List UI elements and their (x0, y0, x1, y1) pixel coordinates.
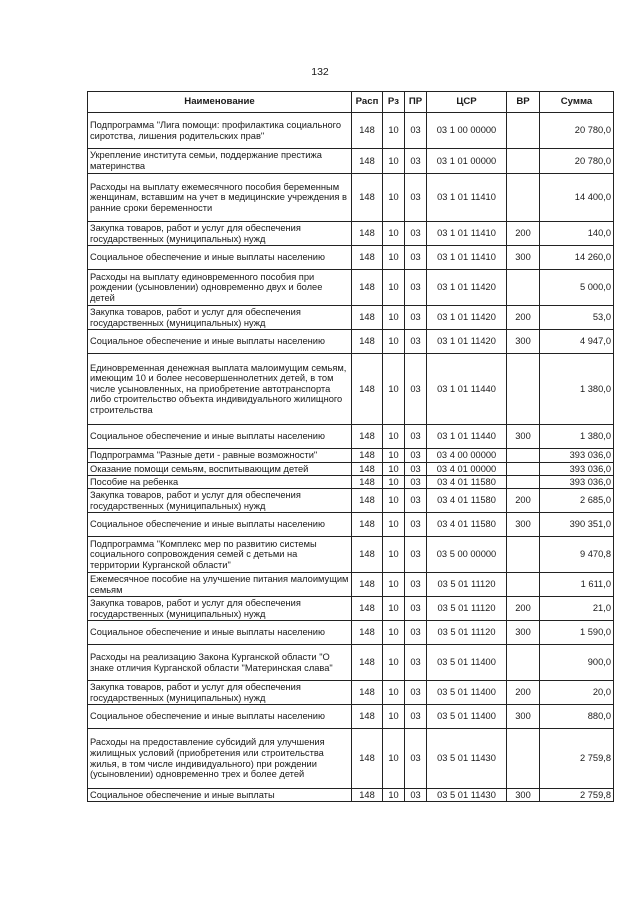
table-row (88, 729, 614, 789)
cell-name: Расходы на реализацию Закона Курганской области "О знаке отличия Курганской области "Материнская слава" (88, 645, 352, 681)
cell-csr: 03 4 01 11580 (427, 513, 507, 537)
cell-csr: 03 1 01 11420 (427, 330, 507, 354)
cell-pr: 03 (405, 222, 427, 246)
cell-rz: 10 (383, 729, 405, 789)
cell-rz: 10 (383, 354, 405, 425)
cell-name: Закупка товаров, работ и услуг для обеспечения государственных (муниципальных) нужд (88, 222, 352, 246)
cell-csr: 03 1 01 11410 (427, 174, 507, 222)
cell-name: Закупка товаров, работ и услуг для обеспечения государственных (муниципальных) нужд (88, 681, 352, 705)
cell-rz: 10 (383, 705, 405, 729)
cell-sum: 1 611,0 (540, 573, 614, 597)
cell-sum: 140,0 (540, 222, 614, 246)
cell-rasp: 148 (352, 729, 383, 789)
table-row (88, 489, 614, 513)
cell-pr: 03 (405, 270, 427, 306)
cell-vr: 300 (507, 425, 540, 449)
cell-sum: 20 780,0 (540, 113, 614, 149)
cell-rasp: 148 (352, 449, 383, 463)
cell-rz: 10 (383, 463, 405, 476)
cell-csr: 03 5 01 11430 (427, 789, 507, 802)
cell-sum: 20,0 (540, 681, 614, 705)
cell-vr: 300 (507, 705, 540, 729)
table-header-row (88, 92, 614, 113)
cell-rasp: 148 (352, 246, 383, 270)
cell-rz: 10 (383, 489, 405, 513)
cell-vr (507, 174, 540, 222)
table-row (88, 645, 614, 681)
cell-csr: 03 5 01 11400 (427, 645, 507, 681)
cell-vr: 300 (507, 330, 540, 354)
cell-rasp: 148 (352, 645, 383, 681)
cell-vr (507, 113, 540, 149)
cell-rasp: 148 (352, 306, 383, 330)
cell-vr (507, 573, 540, 597)
cell-csr: 03 1 01 11440 (427, 354, 507, 425)
cell-name: Социальное обеспечение и иные выплаты населению (88, 705, 352, 729)
budget-table (87, 91, 614, 802)
table-row (88, 597, 614, 621)
cell-rz: 10 (383, 149, 405, 174)
cell-pr: 03 (405, 573, 427, 597)
cell-vr: 300 (507, 621, 540, 645)
cell-rasp: 148 (352, 222, 383, 246)
table-row (88, 222, 614, 246)
table-row (88, 513, 614, 537)
cell-rasp: 148 (352, 621, 383, 645)
cell-vr: 300 (507, 789, 540, 802)
cell-name: Закупка товаров, работ и услуг для обеспечения государственных (муниципальных) нужд (88, 489, 352, 513)
cell-name: Закупка товаров, работ и услуг для обеспечения государственных (муниципальных) нужд (88, 597, 352, 621)
cell-rz: 10 (383, 449, 405, 463)
cell-rz: 10 (383, 174, 405, 222)
cell-rasp: 148 (352, 354, 383, 425)
cell-vr (507, 149, 540, 174)
cell-name: Оказание помощи семьям, воспитывающим детей (88, 463, 352, 476)
cell-rasp: 148 (352, 330, 383, 354)
cell-rasp: 148 (352, 789, 383, 802)
cell-vr (507, 729, 540, 789)
table-row (88, 621, 614, 645)
cell-rz: 10 (383, 597, 405, 621)
cell-csr: 03 5 01 11400 (427, 705, 507, 729)
cell-sum: 1 380,0 (540, 354, 614, 425)
cell-vr (507, 645, 540, 681)
cell-sum: 1 380,0 (540, 425, 614, 449)
header-vr: ВР (507, 92, 540, 113)
cell-csr: 03 5 01 11430 (427, 729, 507, 789)
cell-csr: 03 1 01 00000 (427, 149, 507, 174)
cell-vr: 200 (507, 597, 540, 621)
table-row (88, 463, 614, 476)
cell-rz: 10 (383, 645, 405, 681)
cell-rasp: 148 (352, 513, 383, 537)
cell-name: Подпрограмма "Комплекс мер по развитию системы социального сопровождения семей с детьми на территории Курганской области" (88, 537, 352, 573)
cell-sum: 14 260,0 (540, 246, 614, 270)
cell-vr (507, 270, 540, 306)
cell-csr: 03 4 01 11580 (427, 489, 507, 513)
cell-csr: 03 1 01 11410 (427, 222, 507, 246)
header-name: Наименование (88, 92, 352, 113)
cell-pr: 03 (405, 537, 427, 573)
cell-pr: 03 (405, 513, 427, 537)
cell-sum: 880,0 (540, 705, 614, 729)
cell-sum: 20 780,0 (540, 149, 614, 174)
cell-rasp: 148 (352, 425, 383, 449)
cell-name: Расходы на выплату ежемесячного пособия беременным женщинам, вставшим на учет в медицинские учреждения в ранние сроки беременности (88, 174, 352, 222)
cell-vr: 300 (507, 513, 540, 537)
cell-pr: 03 (405, 463, 427, 476)
cell-name: Социальное обеспечение и иные выплаты населению (88, 513, 352, 537)
cell-pr: 03 (405, 489, 427, 513)
cell-sum: 2 759,8 (540, 789, 614, 802)
cell-rasp: 148 (352, 174, 383, 222)
header-csr: ЦСР (427, 92, 507, 113)
cell-rasp: 148 (352, 573, 383, 597)
cell-rz: 10 (383, 113, 405, 149)
cell-csr: 03 5 01 11120 (427, 573, 507, 597)
cell-rasp: 148 (352, 149, 383, 174)
cell-rz: 10 (383, 789, 405, 802)
cell-rz: 10 (383, 681, 405, 705)
cell-pr: 03 (405, 705, 427, 729)
cell-pr: 03 (405, 645, 427, 681)
cell-csr: 03 4 01 11580 (427, 476, 507, 489)
cell-name: Социальное обеспечение и иные выплаты (88, 789, 352, 802)
cell-sum: 900,0 (540, 645, 614, 681)
cell-pr: 03 (405, 354, 427, 425)
table-row (88, 149, 614, 174)
cell-vr: 200 (507, 489, 540, 513)
table-row (88, 425, 614, 449)
table-row (88, 246, 614, 270)
cell-vr: 200 (507, 222, 540, 246)
cell-rasp: 148 (352, 270, 383, 306)
table-row (88, 270, 614, 306)
cell-pr: 03 (405, 449, 427, 463)
page-number: 132 (311, 66, 329, 78)
table-row (88, 681, 614, 705)
cell-vr (507, 476, 540, 489)
cell-pr: 03 (405, 597, 427, 621)
table-row (88, 537, 614, 573)
table-row (88, 449, 614, 463)
cell-name: Закупка товаров, работ и услуг для обеспечения государственных (муниципальных) нужд (88, 306, 352, 330)
cell-vr (507, 354, 540, 425)
cell-name: Социальное обеспечение и иные выплаты населению (88, 621, 352, 645)
cell-rasp: 148 (352, 597, 383, 621)
cell-sum: 9 470,8 (540, 537, 614, 573)
table-row (88, 705, 614, 729)
cell-sum: 390 351,0 (540, 513, 614, 537)
cell-rz: 10 (383, 621, 405, 645)
cell-name: Социальное обеспечение и иные выплаты населению (88, 246, 352, 270)
cell-pr: 03 (405, 789, 427, 802)
table-row (88, 354, 614, 425)
cell-rz: 10 (383, 537, 405, 573)
cell-pr: 03 (405, 113, 427, 149)
cell-sum: 1 590,0 (540, 621, 614, 645)
cell-name: Социальное обеспечение и иные выплаты населению (88, 330, 352, 354)
cell-csr: 03 4 00 00000 (427, 449, 507, 463)
cell-rz: 10 (383, 270, 405, 306)
cell-rasp: 148 (352, 476, 383, 489)
cell-name: Ежемесячное пособие на улучшение питания малоимущим семьям (88, 573, 352, 597)
cell-sum: 14 400,0 (540, 174, 614, 222)
cell-csr: 03 4 01 00000 (427, 463, 507, 476)
cell-csr: 03 1 00 00000 (427, 113, 507, 149)
cell-name: Расходы на предоставление субсидий для улучшения жилищных условий (приобретения или строительства жилья, в том числе индивидуального) при рождении (усыновлении) одновременно трех и более детей (88, 729, 352, 789)
cell-vr (507, 449, 540, 463)
cell-vr (507, 537, 540, 573)
cell-csr: 03 5 01 11120 (427, 621, 507, 645)
cell-pr: 03 (405, 729, 427, 789)
table-row (88, 789, 614, 802)
cell-name: Единовременная денежная выплата малоимущим семьям, имеющим 10 и более несовершеннолетних детей, в том числе усыновленных, на приобретение автотранспорта либо строительство объекта индивидуального жилищного строительства (88, 354, 352, 425)
cell-sum: 53,0 (540, 306, 614, 330)
cell-csr: 03 1 01 11410 (427, 246, 507, 270)
cell-csr: 03 5 00 00000 (427, 537, 507, 573)
table-row (88, 113, 614, 149)
cell-rz: 10 (383, 573, 405, 597)
cell-name: Укрепление института семьи, поддержание престижа материнства (88, 149, 352, 174)
cell-name: Расходы на выплату единовременного пособия при рождении (усыновлении) одновременно двух и более детей (88, 270, 352, 306)
table-row (88, 306, 614, 330)
cell-rasp: 148 (352, 681, 383, 705)
cell-sum: 393 036,0 (540, 449, 614, 463)
cell-csr: 03 1 01 11440 (427, 425, 507, 449)
cell-sum: 393 036,0 (540, 476, 614, 489)
cell-rz: 10 (383, 306, 405, 330)
cell-vr: 200 (507, 306, 540, 330)
cell-sum: 393 036,0 (540, 463, 614, 476)
cell-pr: 03 (405, 174, 427, 222)
header-sum: Сумма (540, 92, 614, 113)
cell-vr: 200 (507, 681, 540, 705)
cell-pr: 03 (405, 476, 427, 489)
cell-rasp: 148 (352, 705, 383, 729)
cell-rz: 10 (383, 330, 405, 354)
table-row (88, 476, 614, 489)
header-rasp: Расп (352, 92, 383, 113)
cell-rasp: 148 (352, 537, 383, 573)
cell-name: Социальное обеспечение и иные выплаты населению (88, 425, 352, 449)
cell-name: Подпрограмма "Лига помощи: профилактика социального сиротства, лишения родительских прав" (88, 113, 352, 149)
header-rz: Рз (383, 92, 405, 113)
cell-rasp: 148 (352, 113, 383, 149)
cell-rz: 10 (383, 246, 405, 270)
cell-pr: 03 (405, 149, 427, 174)
cell-csr: 03 5 01 11400 (427, 681, 507, 705)
cell-pr: 03 (405, 681, 427, 705)
table-row (88, 174, 614, 222)
cell-rz: 10 (383, 222, 405, 246)
cell-csr: 03 5 01 11120 (427, 597, 507, 621)
cell-sum: 5 000,0 (540, 270, 614, 306)
cell-rz: 10 (383, 425, 405, 449)
cell-rz: 10 (383, 513, 405, 537)
cell-name: Пособие на ребенка (88, 476, 352, 489)
cell-rasp: 148 (352, 489, 383, 513)
cell-sum: 2 759,8 (540, 729, 614, 789)
cell-name: Подпрограмма "Разные дети - равные возможности" (88, 449, 352, 463)
cell-vr: 300 (507, 246, 540, 270)
table-row (88, 573, 614, 597)
cell-sum: 4 947,0 (540, 330, 614, 354)
cell-csr: 03 1 01 11420 (427, 306, 507, 330)
cell-pr: 03 (405, 246, 427, 270)
cell-pr: 03 (405, 425, 427, 449)
cell-rasp: 148 (352, 463, 383, 476)
cell-sum: 2 685,0 (540, 489, 614, 513)
cell-csr: 03 1 01 11420 (427, 270, 507, 306)
cell-rz: 10 (383, 476, 405, 489)
table-row (88, 330, 614, 354)
cell-pr: 03 (405, 306, 427, 330)
header-pr: ПР (405, 92, 427, 113)
cell-pr: 03 (405, 621, 427, 645)
cell-vr (507, 463, 540, 476)
cell-pr: 03 (405, 330, 427, 354)
cell-sum: 21,0 (540, 597, 614, 621)
